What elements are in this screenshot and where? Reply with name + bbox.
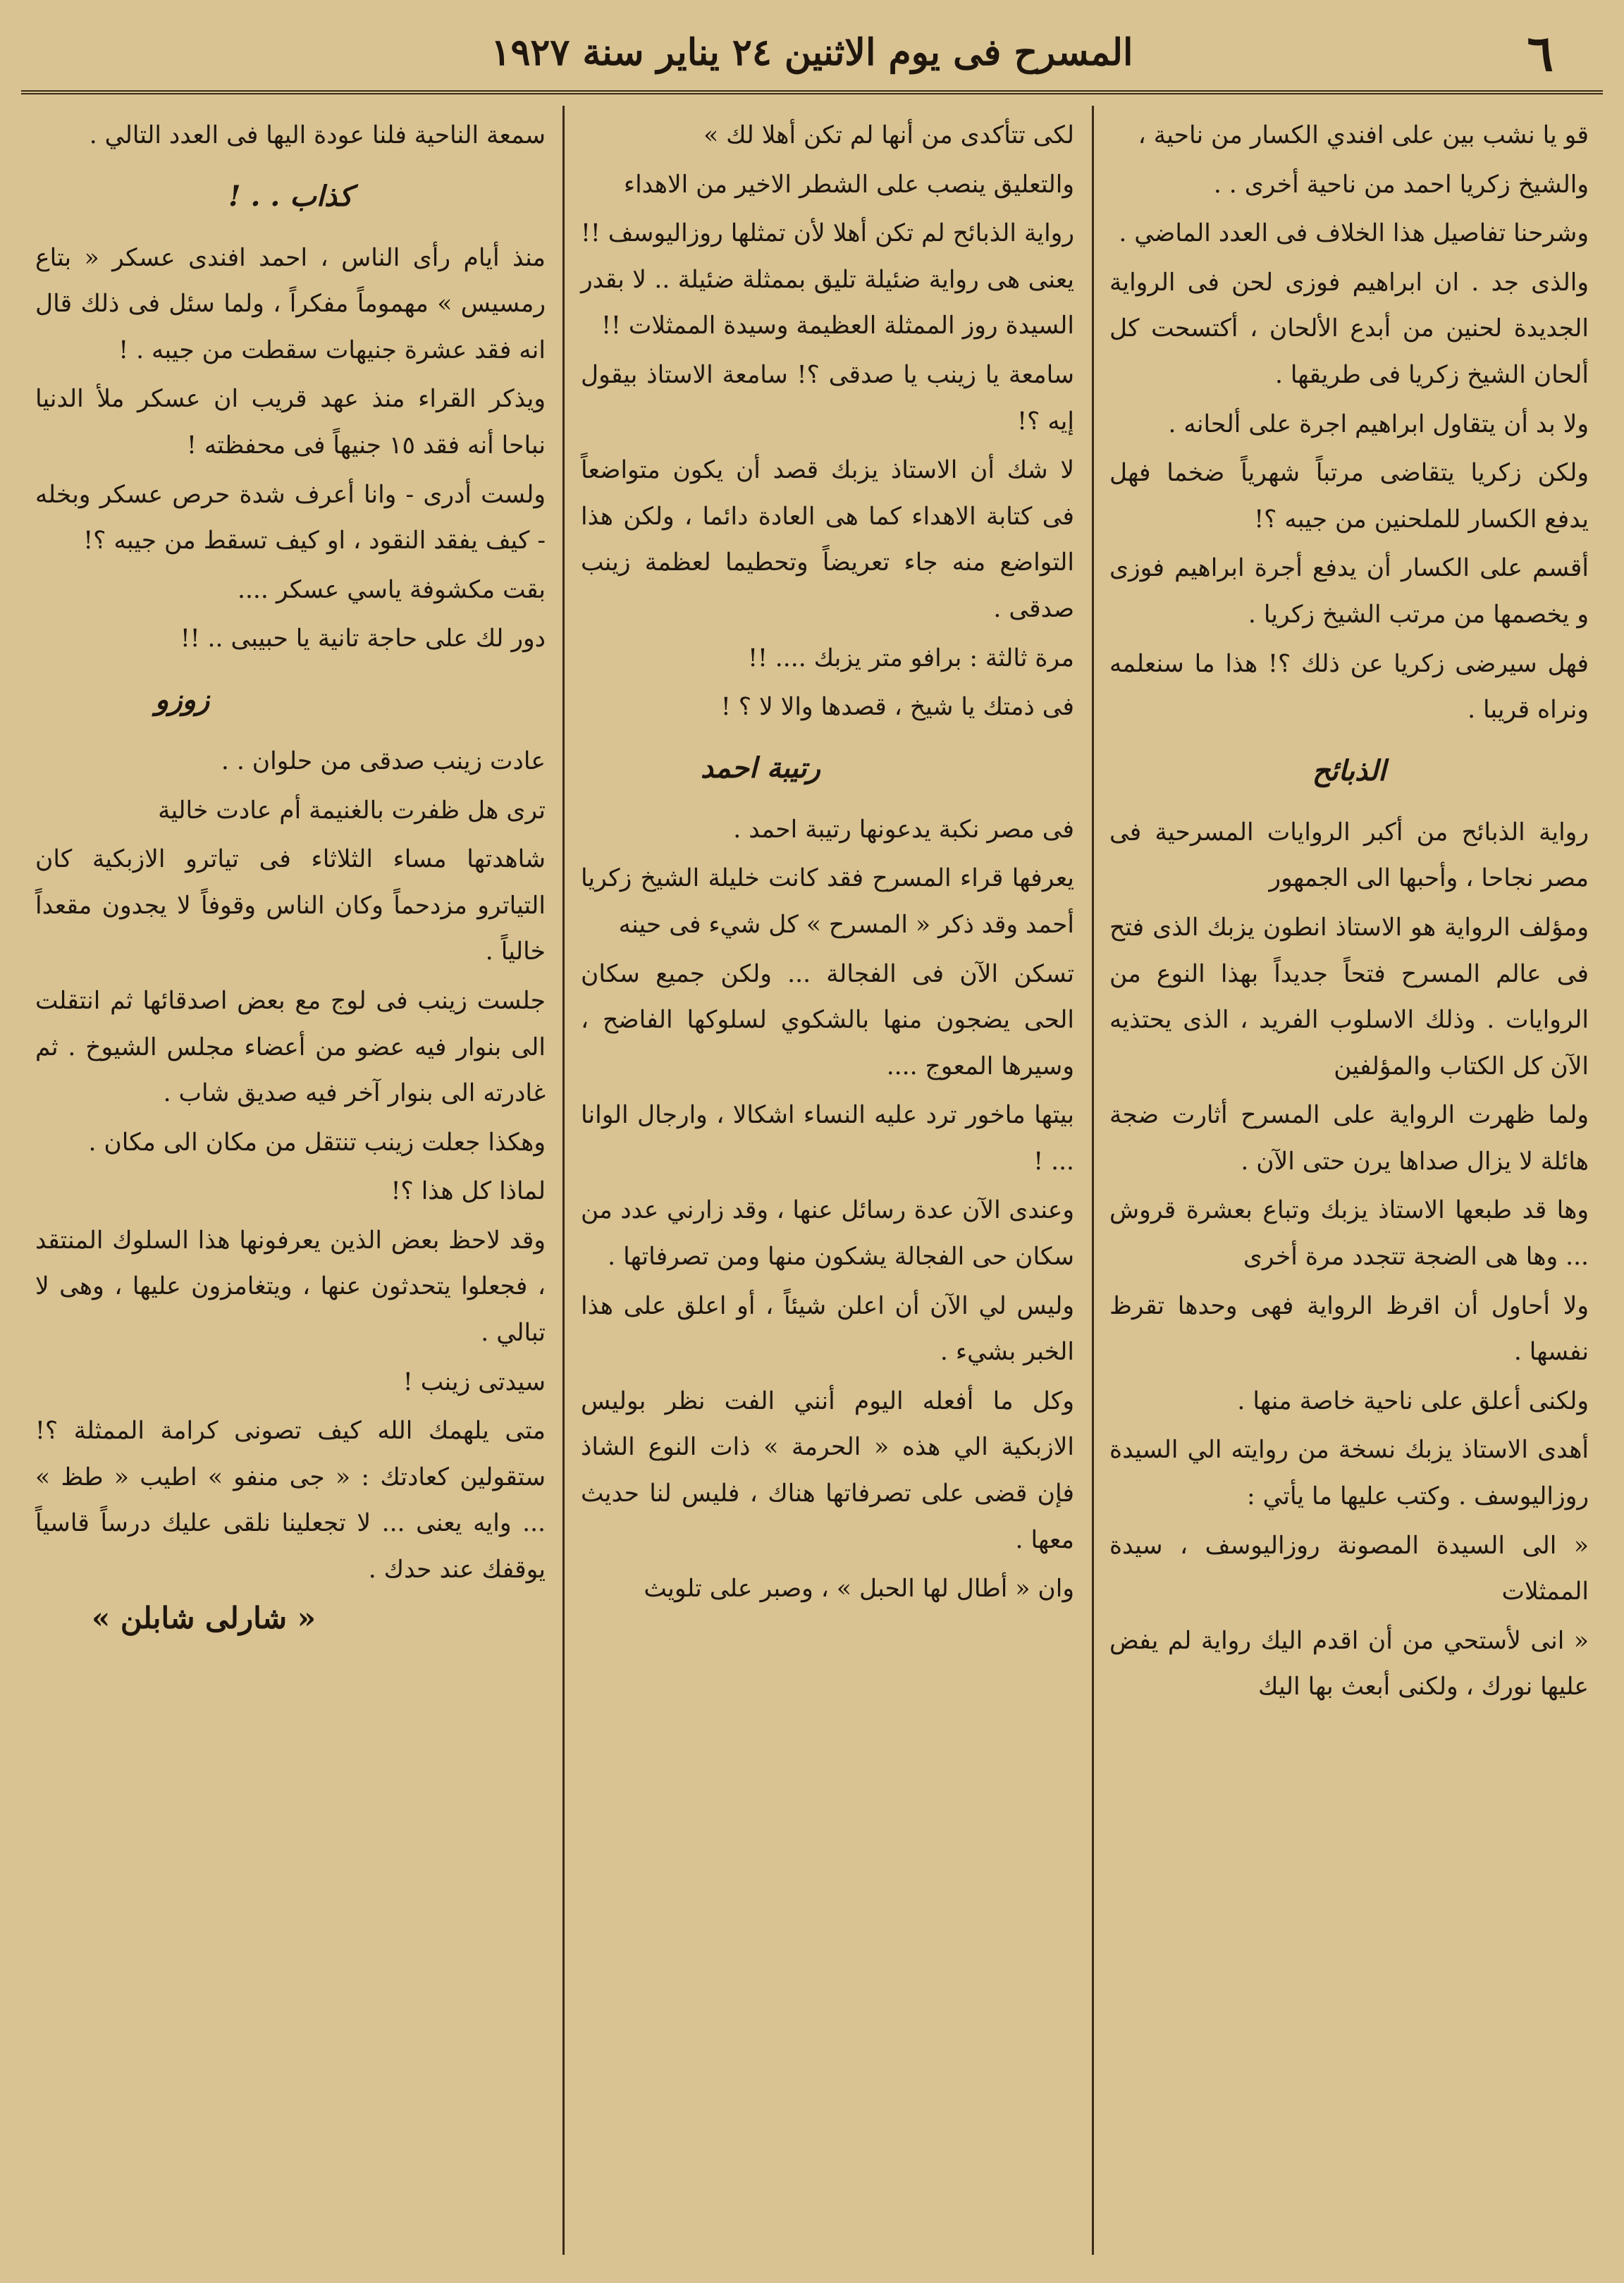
article-paragraph: فى ذمتك يا شيخ ، قصدها والا لا ؟ ! <box>720 693 1074 722</box>
article-paragraph: منذ أيام رأى الناس ، احمد افندى عسكر « بتاع رمسيس » مهموماً مفكراً ، ولما سئل فى ذلك قال انه فقد عشرة جنيهات سقطت من جيبه . ! <box>35 243 546 364</box>
article-paragraph: سمعة الناحية فلنا عودة اليها فى العدد التالي . <box>89 121 546 149</box>
article-paragraph: لماذا كل هذا ؟! <box>390 1177 546 1206</box>
section-heading: الذبائح <box>1312 753 1386 787</box>
article-paragraph: دور لك على حاجة تانية يا حبيبى .. !! <box>180 624 546 653</box>
article-paragraph: وكل ما أفعله اليوم أنني الفت نظر بوليس الازبكية الي هذه « الحرمة » ذات النوع الشاذ فإن قضى على تصرفاتها هناك ، فليس لنا حديث معها . <box>581 1386 1074 1554</box>
article-paragraph: وهكذا جعلت زينب تنتقل من مكان الى مكان . <box>88 1128 546 1157</box>
article-paragraph: وان « أطال لها الحبل » ، وصبر على تلويث <box>644 1575 1074 1604</box>
article-paragraph: جلست زينب فى لوج مع بعض اصدقائها ثم انتقلت الى بنوار فيه عضو من أعضاء مجلس الشيوخ . ثم غادرته الى بنوار آخر فيه صديق شاب . <box>35 986 546 1108</box>
article-paragraph: شاهدتها مساء الثلاثاء فى تياترو الازبكية كان التياترو مزدحماً وكان الناس وقوفاً لا يجدون مقعداً خالياً . <box>35 845 546 966</box>
column-divider <box>562 106 565 2255</box>
article-paragraph: سيدتى زينب ! <box>402 1367 546 1396</box>
article-paragraph: وليس لي الآن أن اعلن شيئاً ، أو اعلق على هذا الخبر بشيء . <box>581 1291 1074 1367</box>
page-number: ٦ <box>1527 24 1554 82</box>
section-heading: رتيبة احمد <box>701 751 820 784</box>
article-paragraph: رواية الذبائح من أكبر الروايات المسرحية فى مصر نجاحا ، وأحبها الى الجمهور <box>1109 818 1589 893</box>
article-paragraph: رواية الذبائح لم تكن أهلا لأن تمثلها روزاليوسف !! يعنى هى رواية ضئيلة تليق بممثلة ضئيلة .. لا بقدر السيدة روز الممثلة العظيمة وسيدة الممثلات !! <box>581 219 1074 340</box>
section-heading: زوزو <box>155 682 210 716</box>
article-paragraph: ولا أحاول أن اقرظ الرواية فهى وحدها تقرظ نفسها . <box>1109 1291 1589 1367</box>
article-paragraph: ولكنى أعلق على ناحية خاصة منها . <box>1237 1386 1589 1415</box>
article-paragraph: « انى لأستحي من أن اقدم اليك رواية لم يفض عليها نورك ، ولكنى أبعث بها اليك <box>1109 1626 1589 1702</box>
article-paragraph: سامعة يا زينب يا صدقى ؟! سامعة الاستاذ بيقول إيه ؟! <box>581 360 1074 436</box>
article-paragraph: قو يا نشب بين على افندي الكسار من ناحية ، <box>1138 121 1589 149</box>
article-paragraph: ولكن زكريا يتقاضى مرتباً شهرياً ضخما فهل يدفع الكسار للملحنين من جيبه ؟! <box>1109 459 1589 534</box>
right-column <box>1095 113 1603 2255</box>
page-header <box>21 20 1603 94</box>
article-paragraph: ولا بد أن يتقاول ابراهيم اجرة على ألحانه . <box>1168 410 1589 438</box>
section-heading: كذاب . . ! <box>228 179 352 213</box>
article-paragraph: أقسم على الكسار أن يدفع أجرة ابراهيم فوزى و يخصمها من مرتب الشيخ زكريا . <box>1109 554 1589 629</box>
article-paragraph: تسكن الآن فى الفجالة ... ولكن جميع سكان الحى يضجون منها بالشكوي لسلوكها الفاضح ، وسيرها المعوج .... <box>581 959 1074 1081</box>
header-title: المسرح فى يوم الاثنين ٢٤ يناير سنة ١٩٢٧ <box>491 31 1133 74</box>
article-paragraph: فى مصر نكبة يدعونها رتيبة احمد . <box>733 815 1074 844</box>
article-paragraph: وها قد طبعها الاستاذ يزبك وتباع بعشرة قروش ... وها هى الضجة تتجدد مرة أخرى <box>1109 1196 1589 1272</box>
article-paragraph: لكى تتأكدى من أنها لم تكن أهلا لك » <box>703 121 1074 149</box>
article-paragraph: بقت مكشوفة ياسي عسكر .... <box>237 575 546 604</box>
article-paragraph: « الى السيدة المصونة روزاليوسف ، سيدة الممثلات <box>1109 1531 1589 1606</box>
article-paragraph: والذى جد . ان ابراهيم فوزى لحن فى الرواية الجديدة لحنين من أبدع الألحان ، أكتسحت كل ألحان الشيخ زكريا فى طريقها . <box>1109 268 1589 389</box>
author-signature: « شارلى شابلن » <box>92 1600 316 1635</box>
article-paragraph: والتعليق ينصب على الشطر الاخير من الاهداء <box>623 170 1074 199</box>
article-paragraph: وشرحنا تفاصيل هذا الخلاف فى العدد الماضي . <box>1119 219 1589 248</box>
article-paragraph: ولما ظهرت الرواية على المسرح أثارت ضجة هائلة لا يزال صداها يرن حتى الآن . <box>1109 1101 1589 1176</box>
article-paragraph: ويذكر القراء منذ عهد قريب ان عسكر ملأ الدنيا نباحا أنه فقد ١٥ جنيهاً فى محفظته ! <box>35 385 546 460</box>
left-column <box>21 113 560 2255</box>
article-paragraph: فهل سيرضى زكريا عن ذلك ؟! هذا ما سنعلمه ونراه قريبا . <box>1109 649 1589 725</box>
middle-column <box>567 113 1088 2255</box>
column-divider <box>1092 106 1094 2255</box>
article-paragraph: ومؤلف الرواية هو الاستاذ انطون يزبك الذى فتح فى عالم المسرح فتحاً جديداً بهذا النوع من الروايات . وذلك الاسلوب الفريد ، الذى يحتذيه الآن كل الكتاب والمؤلفين <box>1109 913 1589 1081</box>
article-paragraph: لا شك أن الاستاذ يزبك قصد أن يكون متواضعاً فى كتابة الاهداء كما هى العادة دائما ، ولكن هذا التواضع منه جاء تعريضاً وتحطيما لعظمة زينب صدقى . <box>581 456 1074 623</box>
article-paragraph: والشيخ زكريا احمد من ناحية أخرى . . <box>1213 170 1589 199</box>
article-paragraph: بيتها ماخور ترد عليه النساء اشكالا ، وارجال الوانا ... ! <box>581 1101 1074 1176</box>
article-paragraph: عادت زينب صدقى من حلوان . . <box>221 746 546 775</box>
article-paragraph: متى يلهمك الله كيف تصونى كرامة الممثلة ؟! ستقولين كعادتك : « جى منفو » اطيب « طظ » ... وايه يعنى ... لا تجعلينا نلقى عليك درساً قاسياً يوقفك عند حدك . <box>35 1417 546 1584</box>
article-paragraph: يعرفها قراء المسرح فقد كانت خليلة الشيخ زكريا أحمد وقد ذكر « المسرح » كل شيء فى حينه <box>581 864 1074 939</box>
article-paragraph: وقد لاحظ بعض الذين يعرفونها هذا السلوك المنتقد ، فجعلوا يتحدثون عنها ، ويتغامزون عليها ، وهى لا تبالي . <box>35 1226 546 1348</box>
article-paragraph: وعندى الآن عدة رسائل عنها ، وقد زارني عدد من سكان حى الفجالة يشكون منها ومن تصرفاتها . <box>581 1196 1074 1272</box>
article-paragraph: أهدى الاستاذ يزبك نسخة من روايته الي السيدة روزاليوسف . وكتب عليها ما يأتي : <box>1109 1436 1589 1511</box>
article-paragraph: مرة ثالثة : برافو متر يزبك .... !! <box>748 644 1074 672</box>
article-paragraph: ترى هل ظفرت بالغنيمة أم عادت خالية <box>158 796 546 825</box>
article-paragraph: ولست أدرى - وانا أعرف شدة حرص عسكر وبخله - كيف يفقد النقود ، او كيف تسقط من جيبه ؟! <box>35 480 546 555</box>
